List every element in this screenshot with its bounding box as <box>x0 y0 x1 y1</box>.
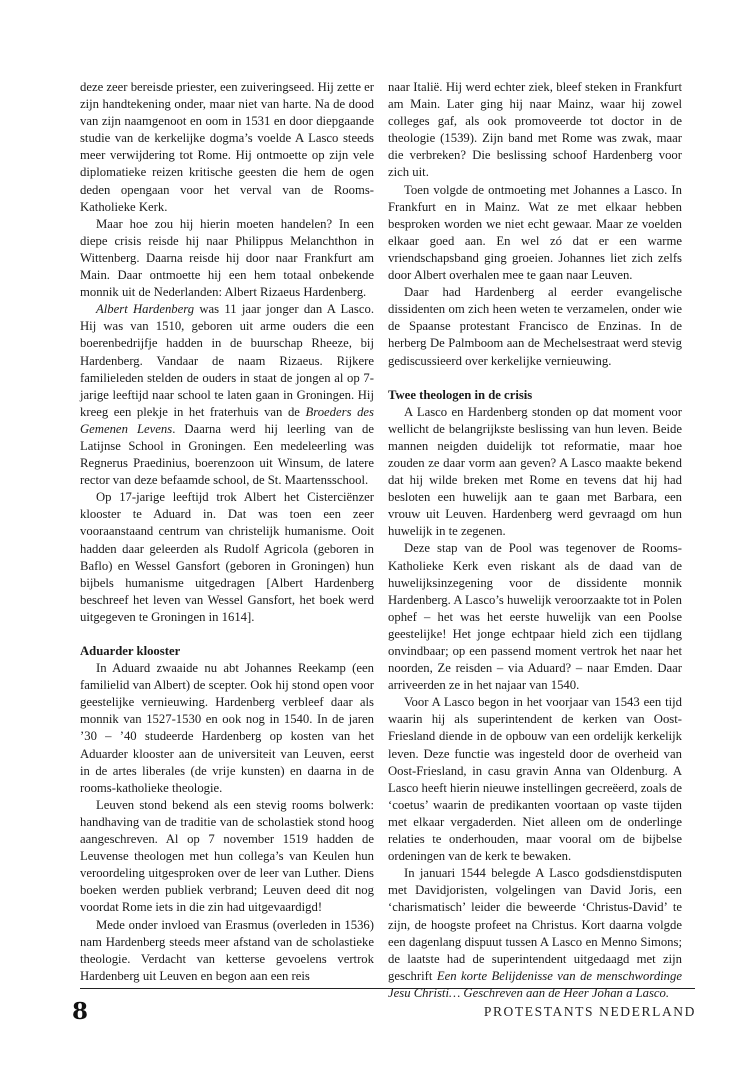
right-column <box>388 79 682 1002</box>
italic-name: Albert Hardenberg <box>96 302 195 317</box>
spacer <box>80 626 374 643</box>
section-heading: Twee theologen in de crisis <box>388 387 533 402</box>
paragraph: Voor A Lasco begon in het voorjaar van 1543 een tijd waarin hij als superintendent de kerken van Oost-Friesland diende in de opbouw van een ordelijk kerkelijk leven. Deze functie was ingesteld door de overheid van Oost-Friesland, in casu gravin Anna van Oldenburg. A Lasco heeft hierin nieuwe instellingen gecreëerd, zoals de ‘coetus’ waarin de predikanten voortaan op vaste tijden met elkaar vergaderden. Niet alleen om de onderlinge relaties te onderhouden, maar vooral om de bijbelse ordeningen van de kerk te bewaken. <box>388 695 682 864</box>
running-title: PROTESTANTS NEDERLAND <box>483 1004 696 1019</box>
paragraph: naar Italië. Hij werd echter ziek, bleef steken in Frankfurt am Main. Later ging hij naar Mainz, waar hij zowel colleges gaf, als ook promoveerde tot doctor in de theologie (1539). Zijn band met Rome was zwak, maar die verbreken? Die beslissing schoof Hardenberg voor zich uit. <box>388 80 682 180</box>
paragraph: Toen volgde de ontmoeting met Johannes a Lasco. In Frankfurt en in Mainz. Wat ze met elkaar hebben besproken worden we niet echt gewaar. Maar ze voelden elkaar goed aan. En wel zó dat er een warme vriendschapsband ging groeien. Johannes liet zich zelfs door Albert overhalen mee te gaan naar Leuven. <box>388 182 682 283</box>
paragraph: Mede onder invloed van Erasmus (overleden in 1536) nam Hardenberg steeds meer afstand van de scholastieke theologie. Verdacht van ketterse gevoelens vertrok Hardenberg uit Leuven en begon aan een reis <box>80 917 374 983</box>
footer-rule <box>80 988 695 989</box>
italic-title: Een korte Belijdenisse van de menschwordinge Jesu Christi… Geschreven aan de Heer Johan a Lasco. <box>388 968 683 1000</box>
section-heading: Aduarder klooster <box>80 644 181 658</box>
italic-title: Broeders des Gemenen Levens <box>80 404 374 436</box>
paragraph: deze zeer bereisde priester, een zuiveringseed. Hij zette er zijn handtekening onder, maar niet van harte. Na de dood van zijn naamgenoot en oom in 1531 en door diepgaande studie van de kerkelijke dogma’s voelde A Lasco steeds meer verwijdering tot Rome. Hij ontmoette op zijn vele diplomatieke reizen kritische geesten die hem de ogen deden opengaan voor het verval van de Rooms-Katholieke Kerk. <box>80 80 374 214</box>
paragraph: Maar hoe zou hij hierin moeten handelen? In een diepe crisis reisde hij naar Philippus Melanchthon in Wittenberg. Daarna reisde hij door naar Frankfurt am Main. Daar ontmoette hij een hem totaal onbekende monnik uit de Nederlanden: Albert Rizaeus Hardenberg. <box>80 216 374 300</box>
paragraph: Albert Hardenberg was 11 jaar jonger dan A Lasco. Hij was van 1510, geboren uit arme ouders die een boerenbedrijfje hadden in de buurschap Rheeze, bij Hardenberg. Vandaar de naam Rizaeus. Rijkere familieleden stelden de ouders in staat de jongen al op 7-jarige leeftijd naar school te laten gaan in Groningen. Hij kreeg een plekje in het fraterhuis van de Broeders des Gemenen Levens. Daarna werd hij leerling van de Latijnse School in Groningen. Een medeleerling was Regnerus Praedinius, boerenzoon uit Winsum, de latere rector van deze befaamde school, de St. Maartensschool. <box>80 302 374 488</box>
paragraph: Daar had Hardenberg al eerder evangelische dissidenten om zich heen weten te verzamelen, onder wie de Spaanse protestant Francisco de Enzinas. In de herberg De Palmboom aan de Mechelsestraat werd stevig gediscussieerd over kerkelijke vernieuwing. <box>388 285 682 368</box>
paragraph: In Aduard zwaaide nu abt Johannes Reekamp (een familielid van Albert) de scepter. Ook hij stond open voor geestelijke vernieuwing. Hardenberg verbleef daar als monnik van 1527-1530 en ook nog in 1540. In de jaren ’30 – ’40 studeerde Hardenberg op kosten van het Aduarder klooster aan de universiteit van Leuven, eerst in de artes liberales (de vrije kunsten) en daarna in de rooms-katholieke theologie. <box>80 661 374 795</box>
paragraph: Leuven stond bekend als een stevig rooms bolwerk: handhaving van de traditie van de scholastiek stond hoog aangeschreven. Al op 7 november 1519 hadden de Leuvense theologen met hun collega’s van Keulen hun veroordeling uitgesproken over de leer van Luther. Diens boeken werden publiek verbrand; Leuven deed dit nog voordat Rome iets in die zin had uitgevaardigd! <box>80 797 374 915</box>
paragraph: Op 17-jarige leeftijd trok Albert het Cisterciënzer klooster te Aduard in. Dat was toen een zeer vooraanstaand centrum van christelijk humanisme. Ooit hadden daar geleerden als Rudolf Agricola (geboren in Baflo) en Wessel Gansfort (geboren in Groningen) hun bijbels humanisme uitgedragen [Albert Hardenberg beschreef het leven van Wessel Gansfort, het boek werd uitgegeven te Groningen in 1614]. <box>80 490 374 624</box>
spacer <box>388 370 682 387</box>
page-number: 8 <box>72 998 89 1025</box>
paragraph: A Lasco en Hardenberg stonden op dat moment voor wellicht de belangrijkste beslissing van hun leven. Beide mannen neigden duidelijk tot reformatie, maar hoe zouden ze daar vorm aan geven? A Lasco maakte bekend dat hij wilde breken met Rome en tevens dat hij had besloten een huwelijk aan te gaan met Barbara, een vrouw uit Leuven. Hardenberg werd gevraagd om hun huwelijk in te zegenen. <box>388 404 682 539</box>
paragraph: Deze stap van de Pool was tegenover de Rooms-Katholieke Kerk even riskant als de daad van de huwelijksinzegening voor de dissidente monnik Hardenberg. A Lasco’s huwelijk veroorzaakte tot in Polen ophef – het was het eerste huwelijk van een Poolse geestelijke! Het jonge echtpaar hield zich een tijdlang onvindbaar; op een passend moment vertrok het naar het noorden, Ze reisden – via Aduard? – naar Emden. Daar arriveerden ze in het najaar van 1540. <box>388 541 682 693</box>
left-column <box>80 79 374 985</box>
paragraph: In januari 1544 belegde A Lasco godsdienstdisputen met Davidjoristen, volgelingen van David Joris, een ‘charismatisch’ leider die beweerde ‘Christus-David’ te zijn, de hoogste profeet na Christus. Kort daarna volgde een dagenlang dispuut tussen A Lasco en Menno Simons; de laatste had de superintendent uitgedaagd met zijn geschrift Een korte Belijdenisse van de menschwordinge Jesu Christi… Geschreven aan de Heer Johan a Lasco. <box>388 866 683 1000</box>
